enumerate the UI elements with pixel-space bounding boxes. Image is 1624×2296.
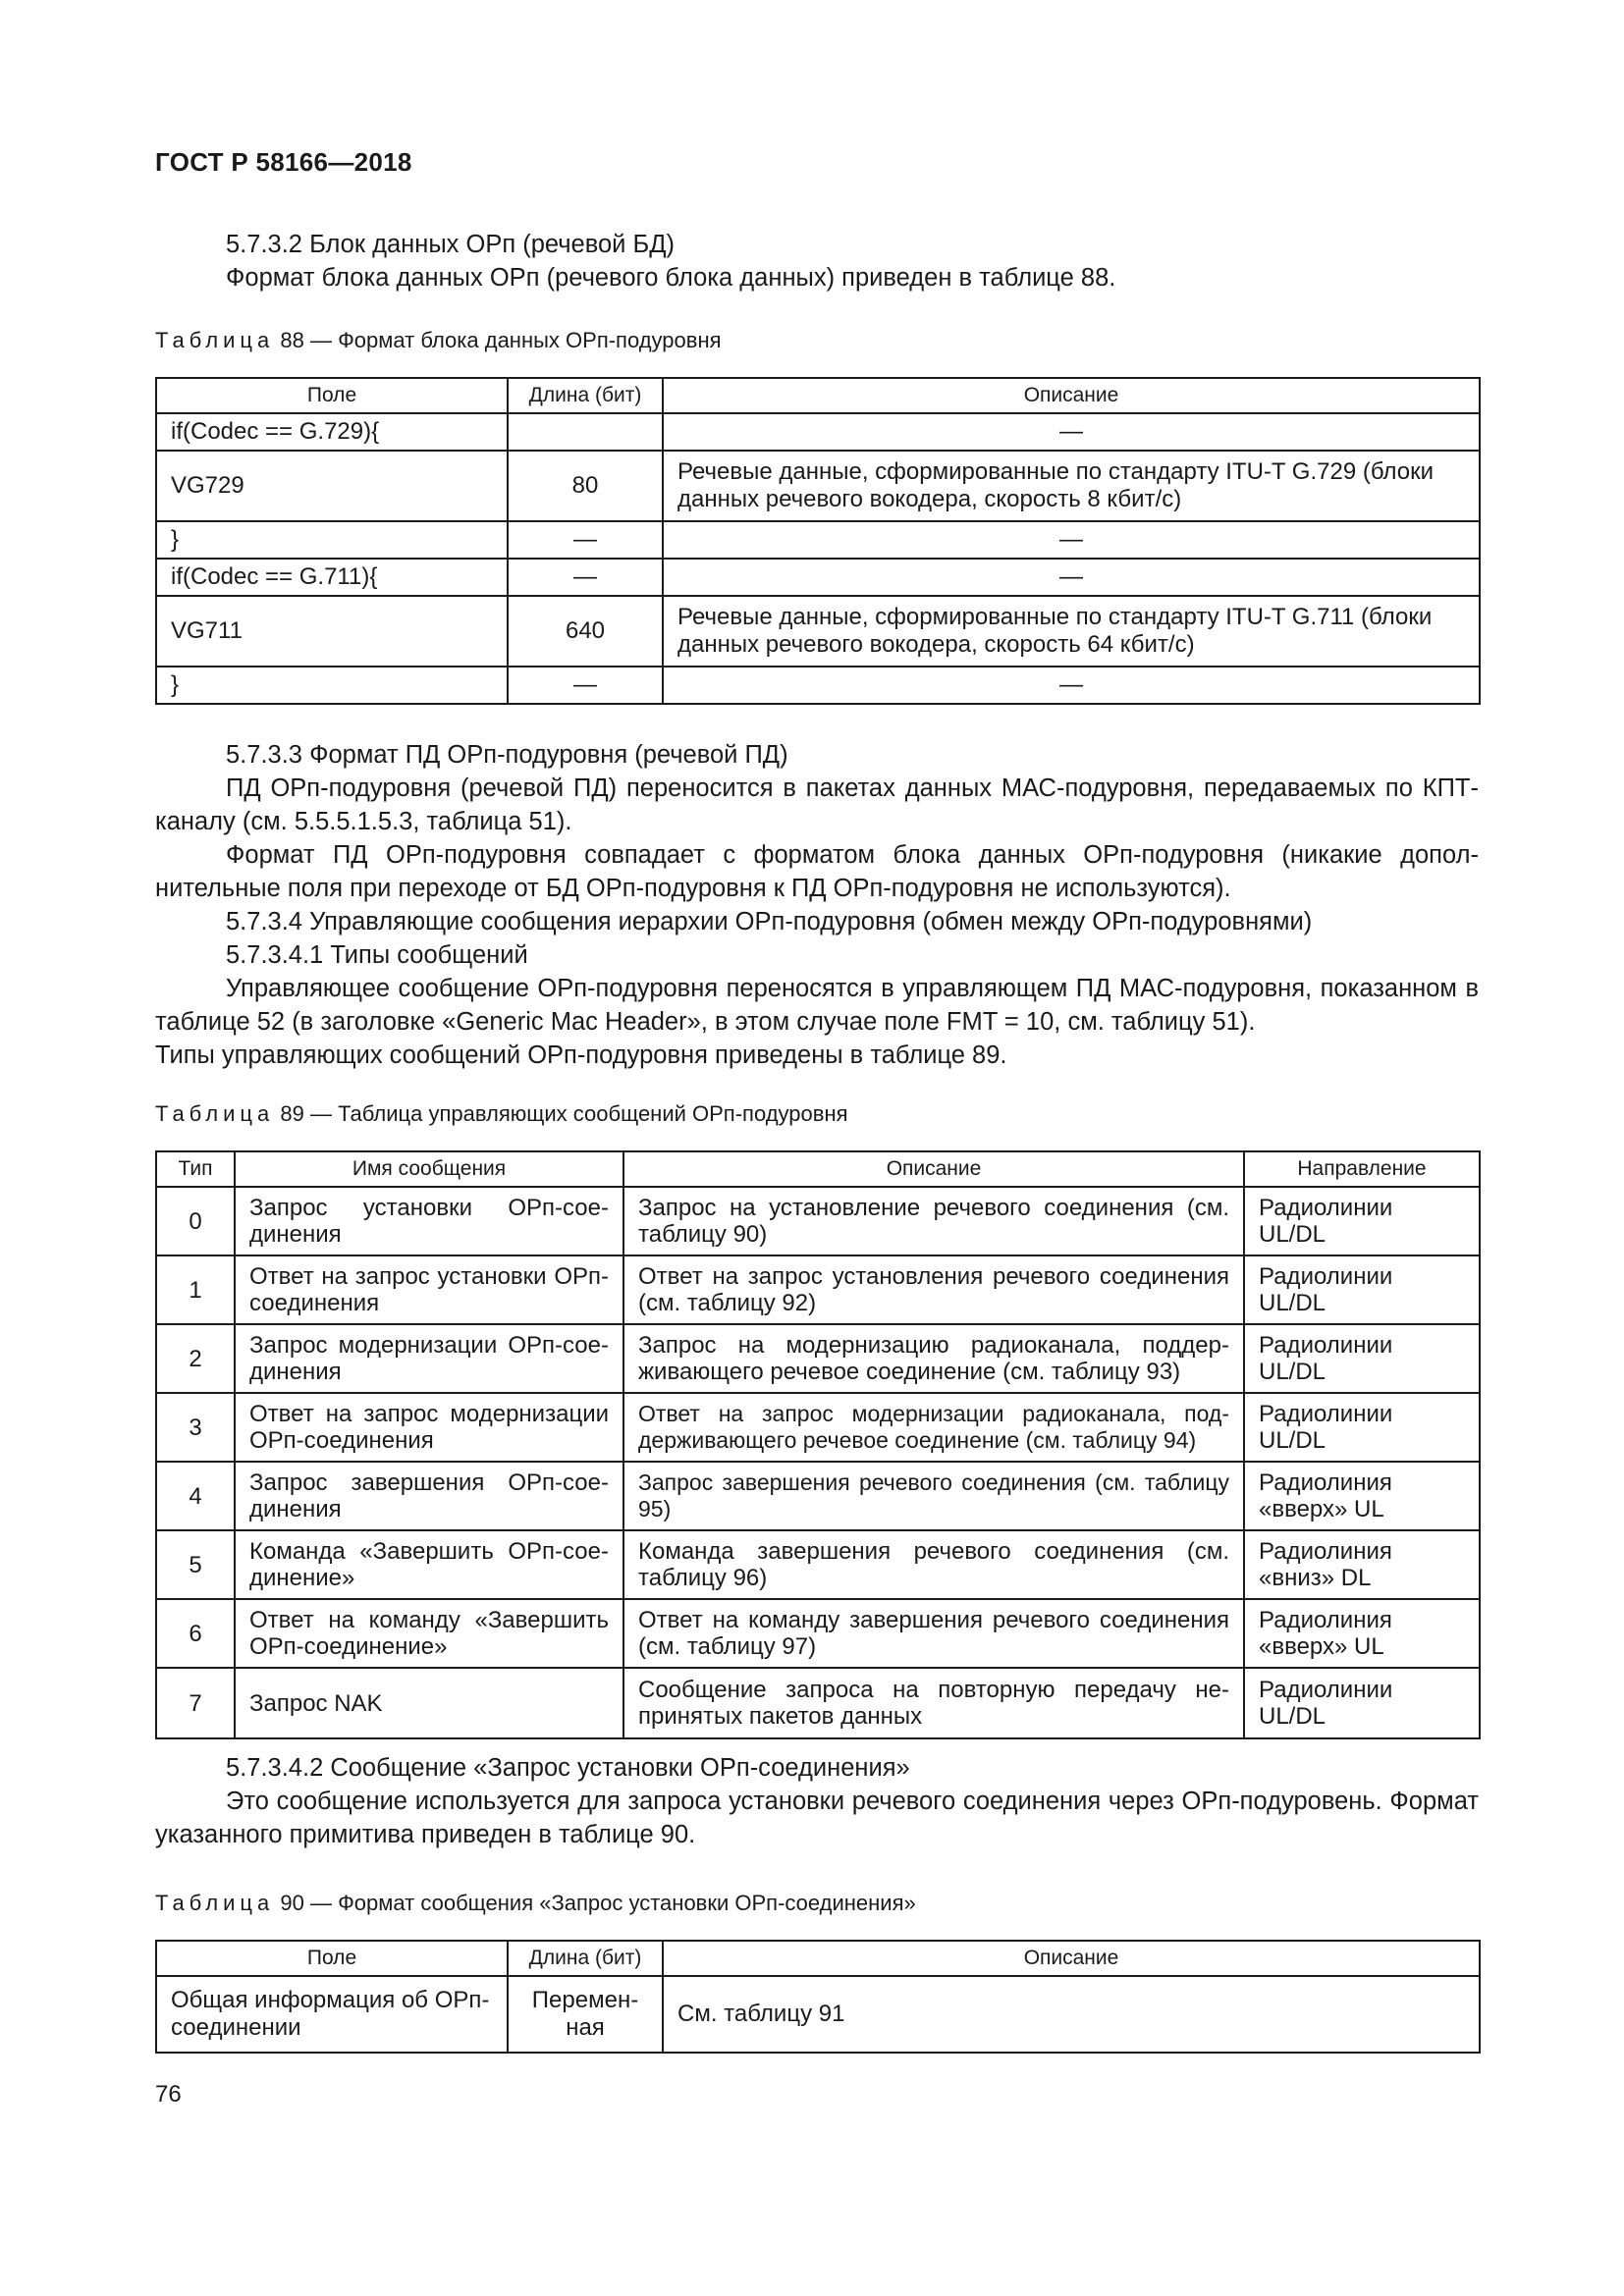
description-cell: Ответ на запрос модернизации радиоканала, поддерживающего речевое соединение (см. таблицу 94): [623, 1393, 1244, 1462]
field-cell: Общая информация об ОРп-соединении: [156, 1976, 508, 2053]
table-row: [156, 1668, 1480, 1738]
table88-caption: [155, 328, 1479, 353]
field-cell: }: [156, 667, 508, 704]
table-row: [156, 559, 1480, 596]
section-heading: 5.7.3.3 Формат ПД ОРп-подуровня (речевой ПД): [226, 741, 788, 769]
length-cell: Переменная: [508, 1976, 663, 2053]
description-cell: Сообщение запроса на повторную передачу непринятых пакетов данных: [623, 1668, 1244, 1738]
section-heading: 5.7.3.4 Управляющие сообщения иерархии ОРп-подуровня (обмен между ОРп-подуровнями): [226, 908, 1313, 935]
direction-cell: Радиолиния «вниз» DL: [1244, 1530, 1480, 1599]
table-row: [156, 1462, 1480, 1530]
table-row: [156, 1324, 1480, 1393]
section-heading: 5.7.3.2 Блок данных ОРп (речевой БД): [226, 231, 675, 258]
description-cell: Ответ на запрос установления речевого соединения (см. таблицу 92): [623, 1255, 1244, 1324]
table-row: [156, 413, 1480, 451]
direction-cell: Радиолинии UL/DL: [1244, 1393, 1480, 1462]
table-header-cell: Поле: [156, 378, 508, 413]
description-cell: —: [663, 521, 1480, 559]
table-row: [156, 596, 1480, 667]
table-header-cell: Описание: [663, 1941, 1480, 1976]
direction-cell: Радиолинии UL/DL: [1244, 1187, 1480, 1255]
length-cell: 640: [508, 596, 663, 667]
description-cell: Запрос на модернизацию радиоканала, поддерживающего речевое соединение (см. таблицу 93): [623, 1324, 1244, 1393]
section-5732: [155, 228, 1479, 294]
paragraph: Формат ПД ОРп-подуровня совпадает с форматом блока данных ОРп-подуровня (никакие дополнительные поля при переходе от БД ОРп-подуровня к ПД ОРп-подуровня не используются).: [155, 841, 1479, 902]
description-cell: Речевые данные, сформированные по стандарту ITU-T G.729 (блоки данных речевого вокодера, скорость 8 кбит/с): [663, 451, 1480, 521]
message-name-cell: Запрос завершения ОРп-соединения: [235, 1462, 623, 1530]
message-name-cell: Запрос NAK: [235, 1668, 623, 1738]
paragraph: Типы управляющих сообщений ОРп-подуровня приведены в таблице 89.: [155, 1041, 1007, 1069]
description-cell: —: [663, 559, 1480, 596]
caption-text: 90 — Формат сообщения «Запрос установки ОРп-соединения»: [280, 1891, 916, 1915]
description-cell: —: [663, 413, 1480, 451]
table-row: [156, 451, 1480, 521]
caption-label: Таблица: [155, 1101, 275, 1126]
message-name-cell: Ответ на запрос установки ОРп-соединения: [235, 1255, 623, 1324]
description-cell: Запрос завершения речевого соединения (см. таблицу 95): [623, 1462, 1244, 1530]
message-name-cell: Ответ на команду «Завершить ОРп-соединение»: [235, 1599, 623, 1668]
table-row: [156, 1976, 1480, 2053]
table89-caption: [155, 1101, 1479, 1127]
length-cell: 80: [508, 451, 663, 521]
type-cell: 1: [156, 1255, 235, 1324]
description-cell: Ответ на команду завершения речевого соединения (см. таблицу 97): [623, 1599, 1244, 1668]
message-name-cell: Запрос установки ОРп-соединения: [235, 1187, 623, 1255]
section-57342: [155, 1751, 1479, 1851]
table90-caption: [155, 1891, 1479, 1916]
table-header-cell: Описание: [623, 1151, 1244, 1187]
message-name-cell: Ответ на запрос модернизации ОРп-соединения: [235, 1393, 623, 1462]
table-row: [156, 1255, 1480, 1324]
description-cell: См. таблицу 91: [663, 1976, 1480, 2053]
table-row: [156, 1393, 1480, 1462]
type-cell: 3: [156, 1393, 235, 1462]
length-cell: —: [508, 559, 663, 596]
field-cell: if(Codec == G.711){: [156, 559, 508, 596]
description-cell: Речевые данные, сформированные по стандарту ITU-T G.711 (блоки данных речевого вокодера, скорость 64 кбит/с): [663, 596, 1480, 667]
standard-header: ГОСТ Р 58166—2018: [155, 147, 412, 177]
field-cell: VG711: [156, 596, 508, 667]
table-header-cell: Тип: [156, 1151, 235, 1187]
direction-cell: Радиолинии UL/DL: [1244, 1255, 1480, 1324]
section-5733: [155, 738, 1479, 1072]
table-row: [156, 667, 1480, 704]
table-header-cell: Поле: [156, 1941, 508, 1976]
length-cell: —: [508, 667, 663, 704]
caption-label: Таблица: [155, 1891, 275, 1915]
table-header-cell: Имя сообщения: [235, 1151, 623, 1187]
message-name-cell: Команда «Завершить ОРп-соединение»: [235, 1530, 623, 1599]
table-row: [156, 1530, 1480, 1599]
page-number: 76: [155, 2081, 182, 2108]
table-header-cell: Направление: [1244, 1151, 1480, 1187]
length-cell: —: [508, 521, 663, 559]
table-header-cell: Описание: [663, 378, 1480, 413]
table-row: [156, 1187, 1480, 1255]
message-name-cell: Запрос модернизации ОРп-соединения: [235, 1324, 623, 1393]
description-cell: —: [663, 667, 1480, 704]
paragraph: Управляющее сообщение ОРп-подуровня переносятся в управляющем ПД МАС-подуровня, показанном в таблице 52 (в заголовке «Generic Mac Header», в этом случае поле FMT = 10, см. таблицу 51).: [155, 975, 1479, 1036]
field-cell: VG729: [156, 451, 508, 521]
direction-cell: Радиолинии UL/DL: [1244, 1324, 1480, 1393]
table88: [155, 377, 1479, 705]
description-cell: Запрос на установление речевого соединения (см. таблицу 90): [623, 1187, 1244, 1255]
paragraph: Формат блока данных ОРп (речевого блока данных) приведен в таблице 88.: [226, 264, 1116, 292]
type-cell: 6: [156, 1599, 235, 1668]
type-cell: 2: [156, 1324, 235, 1393]
section-heading: 5.7.3.4.2 Сообщение «Запрос установки ОРп-соединения»: [226, 1754, 910, 1782]
type-cell: 4: [156, 1462, 235, 1530]
table-header-cell: Длина (бит): [508, 378, 663, 413]
table90: [155, 1940, 1479, 2054]
paragraph: Это сообщение используется для запроса установки речевого соединения через ОРп-подуровень. Формат указанного примитива приведен в таблице 90.: [155, 1788, 1479, 1848]
length-cell: [508, 413, 663, 451]
description-cell: Команда завершения речевого соединения (см. таблицу 96): [623, 1530, 1244, 1599]
paragraph: ПД ОРп-подуровня (речевой ПД) переносится в пакетах данных МАС-подуровня, передаваемых по КПТ-каналу (см. 5.5.5.1.5.3, таблица 51).: [155, 774, 1479, 835]
caption-text: 89 — Таблица управляющих сообщений ОРп-подуровня: [280, 1101, 848, 1126]
caption-text: 88 — Формат блока данных ОРп-подуровня: [280, 328, 722, 352]
direction-cell: Радиолинии UL/DL: [1244, 1668, 1480, 1738]
direction-cell: Радиолиния «вверх» UL: [1244, 1462, 1480, 1530]
table-header-cell: Длина (бит): [508, 1941, 663, 1976]
type-cell: 0: [156, 1187, 235, 1255]
field-cell: }: [156, 521, 508, 559]
type-cell: 5: [156, 1530, 235, 1599]
direction-cell: Радиолиния «вверх» UL: [1244, 1599, 1480, 1668]
caption-label: Таблица: [155, 328, 275, 352]
table-row: [156, 521, 1480, 559]
table89: [155, 1150, 1479, 1739]
type-cell: 7: [156, 1668, 235, 1738]
sub-heading: 5.7.3.4.1 Типы сообщений: [226, 941, 528, 969]
table-row: [156, 1599, 1480, 1668]
field-cell: if(Codec == G.729){: [156, 413, 508, 451]
